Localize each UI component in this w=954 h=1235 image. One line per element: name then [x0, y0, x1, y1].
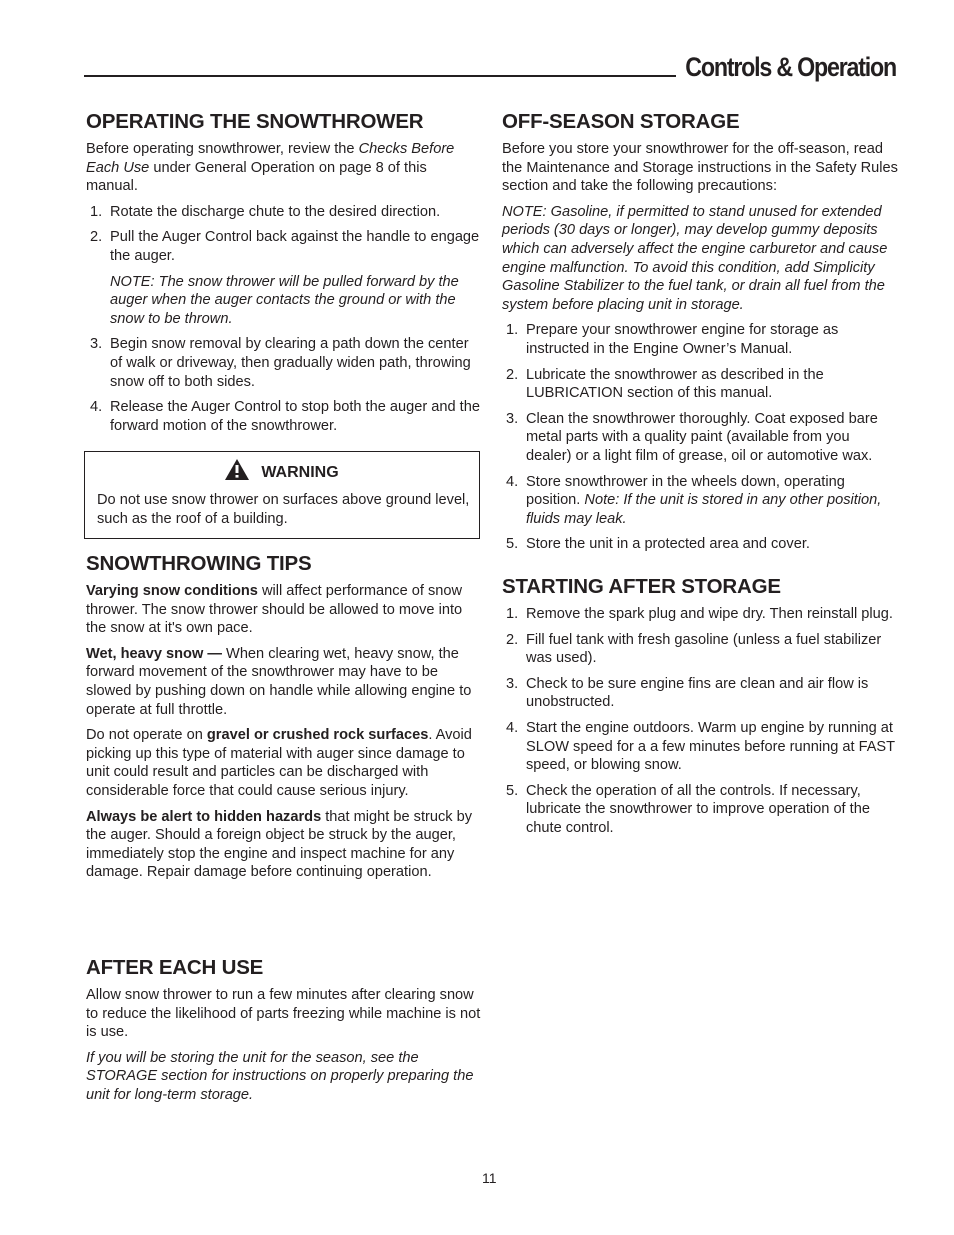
list-number: 2.: [506, 366, 519, 383]
text: . Avoid picking up this type of material with auger since damage to unit could result and particles can be discharged with considerable force that could cause serious injury.: [86, 727, 472, 799]
list-number: 4.: [90, 399, 103, 416]
text: Allow snow thrower to run a few minutes after clearing snow to reduce the likelihood of parts freezing while machine is not is use.: [86, 987, 481, 1041]
text: Prepare your snowthrower engine for storage as instructed in the Engine Owner’s Manual.: [526, 322, 839, 357]
text: Pull the Auger Control back against the handle to engage the auger.: [110, 229, 480, 264]
section-heading: OPERATING THE SNOWTHROWER: [86, 110, 424, 133]
section-heading: STARTING AFTER STORAGE: [502, 575, 781, 598]
list-item: [502, 719, 898, 775]
italic-text: NOTE: Gasoline, if permitted to stand unused for extended periods (30 days or longer), may develop gummy deposits which can adversely affect the engine carburetor and cause engine malfunction. To avoid this condition, add Simplicity Gasoline Stabilizer to the fuel tank, or drain all fuel from the system before placing unit in storage.: [502, 203, 888, 313]
list-number: 1.: [506, 322, 519, 339]
bold-text: Always be alert to hidden hazards: [86, 808, 322, 825]
text: that might be struck by the auger. Should a foreign object be struck by the auger, immediately stop the engine and inspect machine for any damage. Repair damage before continuing operation.: [86, 808, 473, 881]
header-rule: [84, 75, 676, 77]
paragraph: [86, 726, 482, 800]
text: Fill fuel tank with fresh gasoline (unless a fuel stabilizer was used).: [526, 631, 882, 667]
list-number: 4.: [506, 719, 519, 736]
bold-text: gravel or crushed rock surfaces: [206, 727, 429, 744]
text: Before you store your snowthrower for the off-season, read the Maintenance and Storage instructions in the Safety Rules section and take the following precautions:: [502, 141, 898, 195]
section-heading: SNOWTHROWING TIPS: [86, 552, 312, 575]
paragraph: [86, 140, 482, 196]
text: Check to be sure engine fins are clean and air flow is unobstructed.: [526, 675, 869, 711]
text: Do not operate on: [86, 727, 207, 744]
text: Start the engine outdoors. Warm up engine by running at SLOW speed for a a few minutes before running at FAST speed, or blowing snow.: [526, 719, 895, 774]
list-number: 4.: [506, 473, 519, 490]
list-item: [502, 631, 898, 668]
text: Store the unit in a protected area and cover.: [526, 536, 810, 553]
note: [86, 273, 482, 329]
list-item: [86, 203, 482, 222]
paragraph: [86, 1049, 482, 1105]
section-heading: OFF-SEASON STORAGE: [502, 110, 740, 133]
list-number: 2.: [90, 229, 103, 246]
text: When clearing wet, heavy snow, the forward movement of the snowthrower may have to be slowed by pushing down on handle while allowing engine to operate at full throttle.: [86, 645, 472, 718]
text: Check the operation of all the controls. If necessary, lubricate the snowthrower to improve operation of the chute control.: [526, 782, 870, 836]
italic-text: Checks Before Each Use: [86, 141, 455, 176]
text: Store snowthrower in the wheels down, operating position.: [526, 473, 845, 509]
list-item: [502, 675, 898, 712]
paragraph: [86, 582, 482, 638]
warning-title: WARNING: [261, 464, 339, 481]
list-item: [502, 535, 898, 554]
paragraph: [86, 645, 482, 719]
list-item: [86, 228, 482, 265]
list-item: [86, 398, 482, 435]
list-item: [502, 605, 898, 624]
list-number: 2.: [506, 631, 519, 648]
list-number: 1.: [506, 606, 519, 622]
text: Remove the spark plug and wipe dry. Then reinstall plug.: [526, 606, 893, 622]
list-number: 3.: [506, 675, 519, 692]
paragraph: [86, 986, 482, 1042]
paragraph: [502, 203, 898, 315]
list-number: 5.: [506, 782, 519, 799]
page-number: 11: [482, 1170, 497, 1186]
list-number: 3.: [506, 410, 519, 427]
bold-text: Varying snow conditions: [86, 583, 258, 599]
list-item: [502, 366, 898, 403]
warning-triangle-icon: [225, 459, 249, 480]
warning-text: Do not use snow thrower on surfaces above ground level, such as the roof of a building.: [97, 492, 470, 527]
paragraph: [502, 140, 898, 196]
text: Release the Auger Control to stop both the auger and the forward motion of the snowthrower.: [110, 399, 480, 434]
italic-text: NOTE: The snow thrower will be pulled forward by the auger when the auger contacts the ground or with the snow to be thrown.: [110, 273, 459, 327]
list-number: 3.: [90, 336, 103, 353]
text: Begin snow removal by clearing a path down the center of walk or driveway, then gradually widen path, throwing snow off to both sides.: [110, 336, 471, 390]
list-number: 1.: [90, 203, 103, 220]
paragraph: [86, 808, 482, 882]
list-item: [86, 335, 482, 391]
text: Lubricate the snowthrower as described in the LUBRICATION section of this manual.: [526, 366, 824, 402]
list-item: [502, 321, 898, 358]
italic-text: Note: If the unit is stored in any other position, fluids may leak.: [526, 492, 882, 527]
text: under General Operation on page 8 of this manual.: [86, 159, 427, 195]
section-after-each-use: [86, 956, 482, 1112]
section-operating-the-snowthrower: [86, 110, 482, 442]
page-title: Controls & Operation: [685, 52, 896, 82]
section-off-season-storage: [502, 110, 898, 561]
section-starting-after-storage: [502, 575, 898, 845]
list-number: 5.: [506, 536, 519, 553]
text: Clean the snowthrower thoroughly. Coat exposed bare metal parts with a quality paint (available from you dealer) or a light film of grease, oil or automotive wax.: [526, 410, 878, 464]
bold-text: Wet, heavy snow —: [86, 645, 222, 662]
warning-box: [84, 451, 480, 539]
section-heading: AFTER EACH USE: [86, 956, 264, 979]
text: Rotate the discharge chute to the desired direction.: [110, 203, 441, 220]
text: Before operating snowthrower, review the: [86, 141, 359, 157]
italic-text: If you will be storing the unit for the season, see the STORAGE section for instructions on properly preparing the unit for long-term storage.: [86, 1049, 474, 1103]
list-item: [502, 782, 898, 838]
text: will affect performance of snow thrower. The snow thrower should be allowed to move into the snow at it's own pace.: [86, 583, 463, 637]
list-item: [502, 410, 898, 466]
section-snowthrowing-tips: [86, 552, 482, 889]
list-item: [502, 473, 898, 529]
